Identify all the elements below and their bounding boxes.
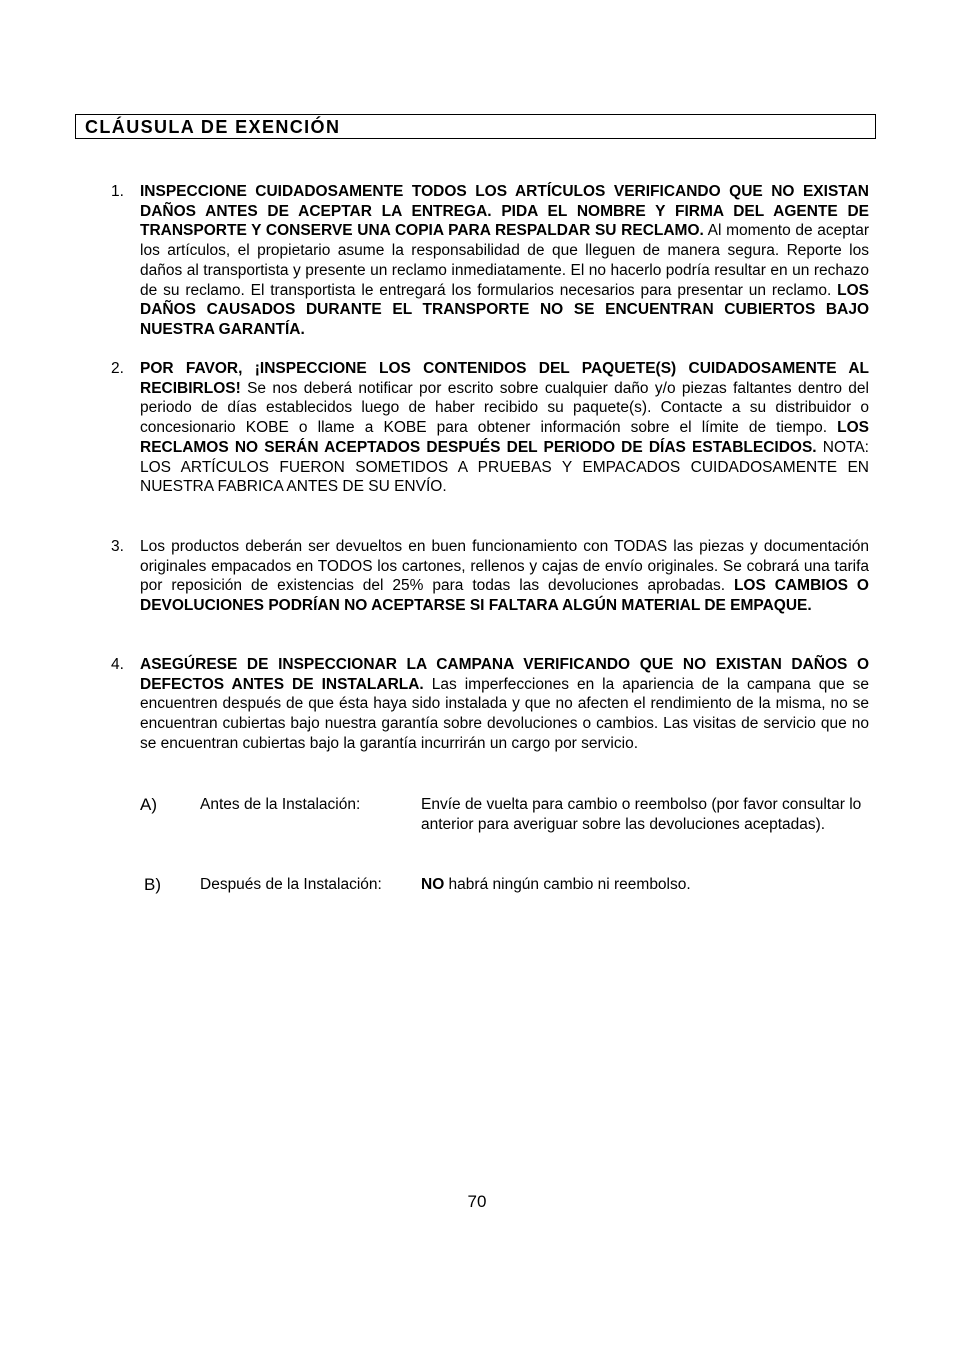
sub-item-letter: A)	[140, 795, 157, 814]
sub-item-label: Antes de la Instalación:	[200, 796, 361, 813]
list-item-text: ASEGÚRESE DE INSPECCIONAR LA CAMPANA VERIFICANDO QUE NO EXISTAN DAÑOS O DEFECTOS ANTES DE INSTALARLA. Las imperfecciones en la apariencia de la campana que se encuentren después de que ésta haya sido instalada y que no afecten el rendimiento de la misma, no se encuentran cubiertas bajo nuestra garantía sobre devoluciones o cambios. Las visitas de servicio que no se encuentran cubiertas bajo la garantía incurrirán un cargo por servicio.	[140, 656, 869, 752]
list-item-text: Los productos deberán ser devueltos en buen funcionamiento con TODAS las piezas y documentación originales empacados en TODOS los cartones, rellenos y cajas de envío originales. Se cobrará una tarifa por reposición de existencias del 25% para todas las devoluciones aprobadas. LOS CAMBIOS O DEVOLUCIONES PODRÍAN NO ACEPTARSE SI FALTARA ALGÚN MATERIAL DE EMPAQUE.	[140, 538, 869, 615]
sub-item-letter: B)	[144, 875, 161, 894]
list-item-number: 1.	[111, 183, 124, 200]
section-title-box	[75, 114, 876, 139]
section-title: CLÁUSULA DE EXENCIÓN	[85, 117, 341, 137]
list-item-number: 2.	[111, 360, 124, 377]
list-item-text: INSPECCIONE CUIDADOSAMENTE TODOS LOS ARTÍCULOS VERIFICANDO QUE NO EXISTAN DAÑOS ANTES DE ACEPTAR LA ENTREGA. PIDA EL NOMBRE Y FIRMA DEL AGENTE DE TRANSPORTE Y CONSERVE UNA COPIA PARA RESPALDAR SU RECLAMO. Al momento de aceptar los artículos, el propietario asume la responsabilidad de que lleguen de manera segura. Reporte los daños al transportista y presente un reclamo inmediatamente. El no hacerlo podría resultar en un rechazo de su reclamo. El transportista le entregará los formularios necesarios para presentar un reclamo. LOS DAÑOS CAUSADOS DURANTE EL TRANSPORTE NO SE ENCUENTRAN CUBIERTOS BAJO NUESTRA GARANTÍA.	[140, 183, 869, 338]
page-number: 70	[467, 1192, 487, 1211]
list-item-number: 4.	[111, 656, 124, 673]
sub-item-description: Envíe de vuelta para cambio o reembolso (por favor consultar lo anterior para averiguar sobre las devoluciones aceptadas).	[421, 796, 862, 833]
sub-item-label: Después de la Instalación:	[200, 876, 382, 893]
sub-item-description: NO habrá ningún cambio ni reembolso.	[421, 876, 691, 893]
list-item-number: 3.	[111, 538, 124, 555]
list-item-text: POR FAVOR, ¡INSPECCIONE LOS CONTENIDOS DEL PAQUETE(S) CUIDADOSAMENTE AL RECIBIRLOS! Se nos deberá notificar por escrito sobre cualquier daño y/o piezas faltantes dentro del periodo de días establecidos luego de haber recibido su paquete(s). Contacte a su distribuidor o concesionario KOBE o llame a KOBE para obtener información sobre el límite de tiempo. LOS RECLAMOS NO SERÁN ACEPTADOS DESPUÉS DEL PERIODO DE DÍAS ESTABLECIDOS. NOTA: LOS ARTÍCULOS FUERON SOMETIDOS A PRUEBAS Y EMPACADOS CUIDADOSAMENTE EN NUESTRA FABRICA ANTES DE SU ENVÍO.	[140, 360, 869, 496]
